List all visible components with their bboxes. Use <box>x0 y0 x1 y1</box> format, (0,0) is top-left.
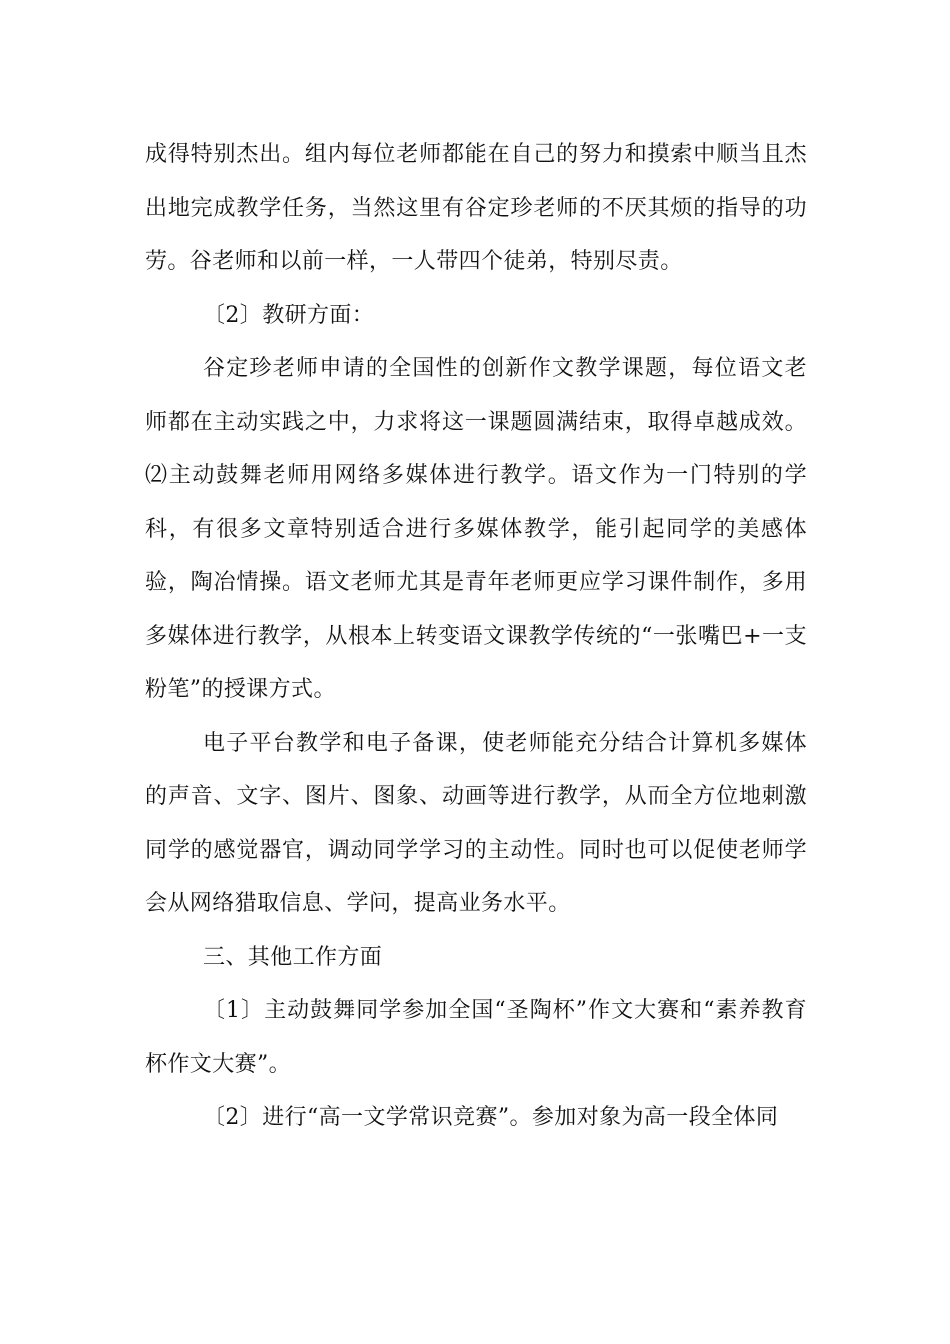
paragraph-4: 电子平台教学和电子备课，使老师能充分结合计算机多媒体的声音、文字、图片、图象、动画等进行教学，从而全方位地刺激同学的感觉器官，调动同学学习的主动性。同时也可以促使老师学会从网络猎取信息、学问，提高业务水平。 <box>145 730 807 916</box>
paragraph-3: 谷定珍老师申请的全国性的创新作文教学课题，每位语文老师都在主动实践之中，力求将这一课题圆满结束，取得卓越成效。⑵主动鼓舞老师用网络多媒体进行教学。语文作为一门特别的学科，有很多文章特别适合进行多媒体教学，能引起同学的美感体验，陶冶情操。语文老师尤其是青年老师更应学习课件制作，多用多媒体进行教学，从根本上转变语文课教学传统的“一张嘴巴+一支粉笔”的授课方式。 <box>145 356 807 702</box>
paragraph-1: 成得特别杰出。组内每位老师都能在自己的努力和摸索中顺当且杰出地完成教学任务，当然这里有谷定珍老师的不厌其烦的指导的功劳。谷老师和以前一样，一人带四个徒弟，特别尽责。 <box>145 142 807 274</box>
document-body <box>145 128 807 1145</box>
paragraph-6: 〔1〕主动鼓舞同学参加全国“圣陶杯”作文大赛和“素养教育杯作文大赛”。 <box>145 998 807 1077</box>
paragraph-5-heading: 三、其他工作方面 <box>203 944 383 970</box>
paragraph-7: 〔2〕进行“高一文学常识竞赛”。参加对象为高一段全体同 <box>203 1105 779 1130</box>
paragraph-2-heading: 〔2〕教研方面： <box>203 302 375 328</box>
